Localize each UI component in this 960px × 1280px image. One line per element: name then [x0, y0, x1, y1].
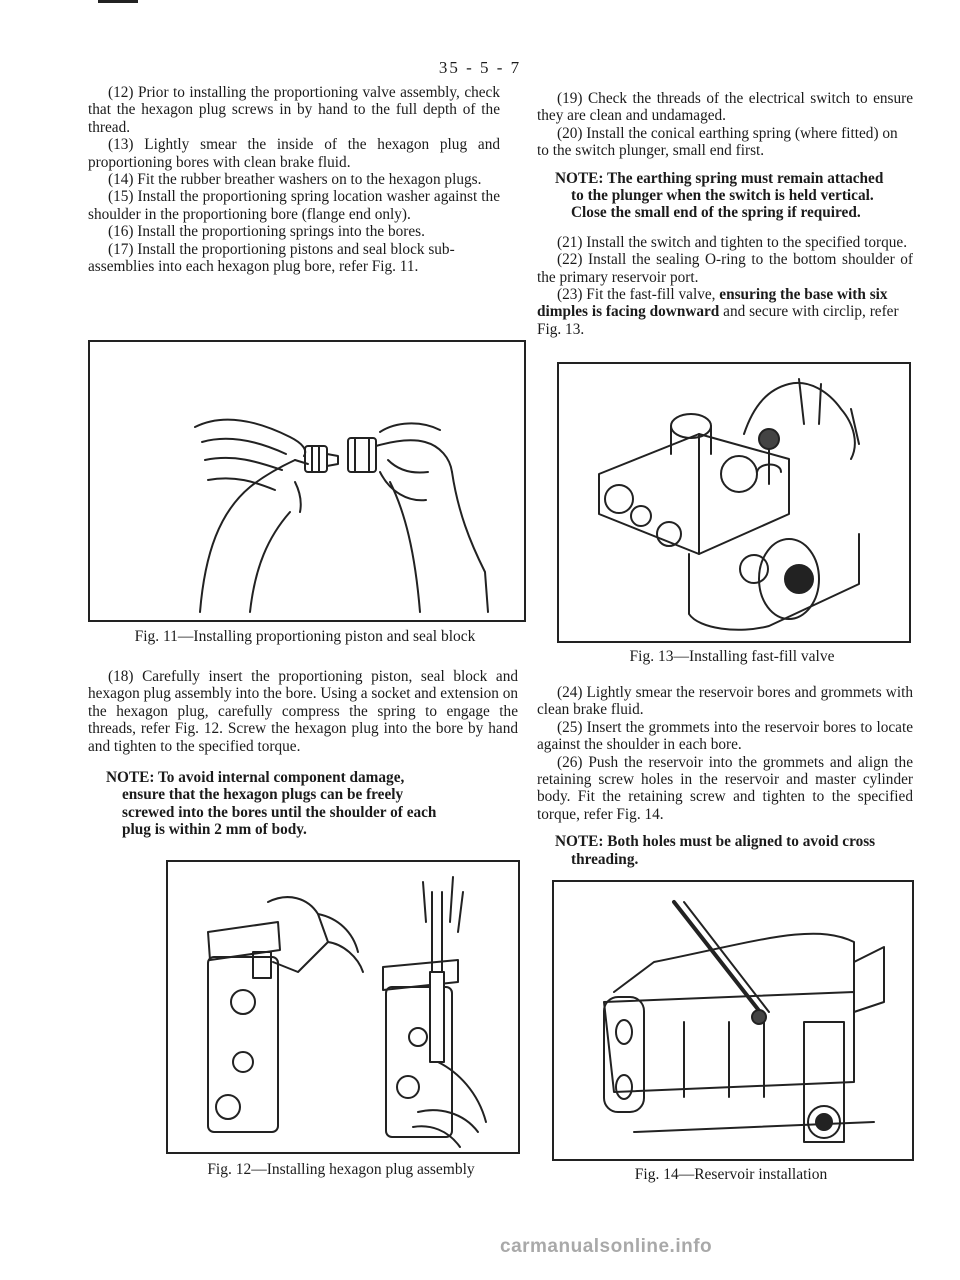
note-line: to the plunger when the switch is held vertical. — [571, 187, 874, 205]
figure-14-illustration — [552, 880, 914, 1161]
paragraph-21: (21) Install the switch and tighten to the specified torque. — [557, 233, 908, 251]
note-line: NOTE: Both holes must be aligned to avoid cross — [555, 833, 876, 851]
paragraph-23-text: and secure with circlip, refer Fig. 13. — [537, 303, 899, 338]
paragraph-26: (26) Push the reservoir into the grommets and align the retaining screw holes in the reservoir and master cylinder body. Fit the retaining screw and tighten to the specified torque, refer Fig. 14. — [537, 753, 913, 823]
paragraph-23 — [537, 286, 913, 338]
note-earthing-spring — [537, 170, 913, 222]
paragraph-22: (22) Install the sealing O-ring to the bottom shoulder of the primary reservoir port. — [537, 251, 913, 286]
note-line: NOTE: The earthing spring must remain attached — [555, 169, 884, 187]
paragraph-25: (25) Insert the grommets into the reservoir bores to locate against the shoulder in each bore. — [537, 718, 913, 754]
paragraph-16: (16) Install the proportioning springs into the bores. — [108, 223, 425, 241]
right-text-block — [537, 90, 913, 338]
hands-piston-drawing — [90, 342, 524, 620]
figure-14-caption: Fig. 14—Reservoir installation — [634, 1166, 828, 1183]
paragraph-23-emphasis: ensuring the base with six dimples is facing downward — [537, 286, 888, 321]
left-text-block — [88, 84, 500, 275]
note-line: ensure that the hexagon plugs can be freely — [122, 786, 404, 804]
paragraph-14: (14) Fit the rubber breather washers on to the hexagon plugs. — [108, 171, 482, 189]
paragraph-13: (13) Lightly smear the inside of the hexagon plug and proportioning bores with clean brake fluid. — [88, 136, 500, 171]
note-hexagon-plug — [88, 769, 518, 839]
note-line: NOTE: To avoid internal component damage, — [106, 769, 405, 787]
fast-fill-valve-drawing — [559, 364, 909, 641]
figure-13-caption: Fig. 13—Installing fast-fill valve — [629, 648, 835, 665]
figure-12-illustration — [166, 860, 520, 1154]
figure-13-illustration — [557, 362, 911, 643]
top-rule — [98, 0, 138, 3]
note-line: threading. — [571, 850, 639, 868]
right-lower-text-block — [537, 684, 913, 880]
figure-11-illustration — [88, 340, 526, 622]
figure-11-caption: Fig. 11—Installing proportioning piston and seal block — [134, 628, 476, 645]
paragraph-24: (24) Lightly smear the reservoir bores and grommets with clean brake fluid. — [537, 684, 913, 719]
hexagon-plug-drawing — [168, 862, 518, 1152]
note-line: Close the small end of the spring if required. — [571, 204, 861, 222]
note-line: screwed into the bores until the shoulder of each — [122, 803, 437, 821]
paragraph-12: (12) Prior to installing the proportioning valve assembly, check that the hexagon plug screws in by hand to the full depth of the thread. — [88, 84, 500, 136]
figure-12-caption: Fig. 12—Installing hexagon plug assembly — [207, 1161, 475, 1178]
reservoir-drawing — [554, 882, 912, 1159]
paragraph-18: (18) Carefully insert the proportioning piston, seal block and hexagon plug assembly into the bore. Using a socket and extension on the hexagon plug, carefully compress the spring to engage the threads, refer Fig. 12. Screw the hexagon plug into the bore by hand and tighten to the specified torque. — [88, 668, 518, 755]
watermark-text: carmanualsonline.info — [500, 1236, 713, 1257]
note-holes-aligned — [537, 833, 913, 868]
paragraph-23-text: (23) Fit the fast-fill valve, — [557, 286, 720, 304]
left-lower-text-block — [88, 668, 518, 851]
paragraph-17: (17) Install the proportioning pistons and seal block sub-assemblies into each hexagon plug bore, refer Fig. 11. — [88, 240, 455, 276]
paragraph-19: (19) Check the threads of the electrical switch to ensure they are clean and undamaged. — [537, 90, 913, 125]
note-line: plug is within 2 mm of body. — [122, 821, 307, 839]
paragraph-15: (15) Install the proportioning spring location washer against the shoulder in the proportioning bore (flange end only). — [88, 188, 500, 223]
paragraph-20: (20) Install the conical earthing spring (where fitted) on to the switch plunger, small end first. — [537, 124, 898, 160]
page-number: 35 - 5 - 7 — [438, 58, 522, 77]
